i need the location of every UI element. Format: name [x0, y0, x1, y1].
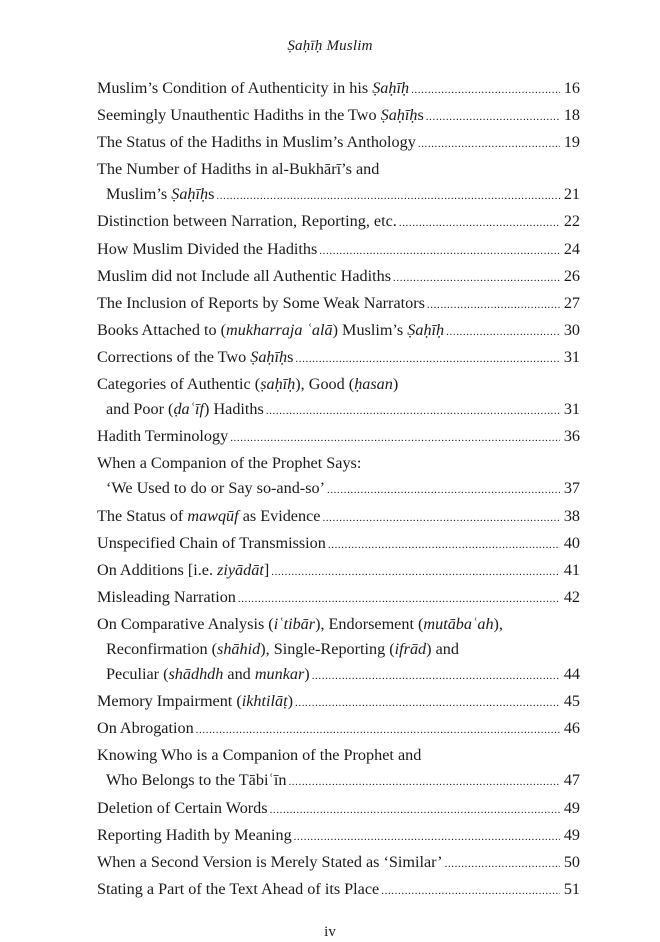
toc-entry-line [97, 531, 580, 558]
toc-entry-title [97, 796, 268, 821]
title-text: Stating a Part of the Text Ahead of its Place [97, 879, 380, 898]
toc-entry [97, 743, 580, 795]
toc-entry-line [97, 585, 580, 612]
dot-leader [393, 266, 560, 291]
title-text: On Comparative Analysis ( [97, 614, 274, 633]
toc-entry [97, 103, 580, 130]
italic-term: ikhtilāṭ [241, 692, 288, 711]
toc-entry-title [97, 689, 293, 714]
italic-term: Ṣaḥīḥ [380, 106, 418, 125]
title-text: Books Attached to ( [97, 320, 227, 339]
toc-entry-line [97, 372, 580, 397]
toc-entry-line [97, 130, 580, 157]
toc-entry [97, 877, 580, 904]
toc-entry-line [97, 103, 580, 130]
dot-leader [322, 506, 559, 531]
title-text: ) Muslim’s [332, 320, 408, 339]
dot-leader [196, 718, 560, 743]
toc-page-number: 24 [563, 239, 580, 258]
dot-leader [238, 587, 560, 612]
toc-page-number: 31 [563, 400, 580, 419]
toc-entry [97, 318, 580, 345]
title-text: ) Hadiths [204, 400, 264, 419]
toc-entry [97, 585, 580, 612]
toc-entry-line [97, 743, 580, 768]
title-text: as Evidence [238, 506, 321, 525]
toc-page-number: 38 [563, 506, 580, 525]
toc-entry-title [106, 476, 325, 501]
toc-entry-title [97, 345, 293, 370]
title-text: ] [263, 560, 270, 579]
title-text: ), Single-Reporting ( [260, 639, 395, 658]
toc-entry-title [97, 372, 398, 397]
toc-entry-line [97, 850, 580, 877]
title-text: Muslim did not Include all Authentic Hadiths [97, 266, 392, 285]
italic-term: Ṣaḥīḥ [171, 185, 209, 204]
toc-entry [97, 823, 580, 850]
italic-term: mutābaʿah [423, 614, 494, 633]
toc-entry-title [97, 318, 444, 343]
title-text: Peculiar ( [106, 665, 169, 684]
title-text: Hadith Terminology [97, 427, 229, 446]
toc-entry [97, 209, 580, 236]
title-text: Deletion of Certain Words [97, 798, 268, 817]
toc-entry-title [97, 612, 503, 637]
title-text: ), Endorsement ( [315, 614, 424, 633]
toc-entry-line [97, 76, 580, 103]
toc-entry-title [97, 291, 425, 316]
title-text: ) [287, 692, 293, 711]
title-text: Memory Impairment ( [97, 692, 242, 711]
toc-entry-line [97, 716, 580, 743]
toc-page-number: 44 [563, 665, 580, 684]
toc-entry-title [97, 209, 397, 234]
toc-entry-title [106, 768, 286, 793]
dot-leader [295, 691, 560, 716]
toc-entry [97, 291, 580, 318]
toc-page-number: 49 [563, 798, 580, 817]
title-text: Misleading Narration [97, 587, 236, 606]
italic-term: shādhdh [168, 665, 224, 684]
title-text: On Abrogation [97, 719, 194, 738]
toc-page-number: 27 [563, 293, 580, 312]
italic-term: mawqūf [187, 506, 239, 525]
toc-entry-title [97, 877, 379, 902]
italic-term: mukharraja ʿalā [226, 320, 333, 339]
italic-term: ḍaʿīf [173, 400, 205, 419]
title-text: ), [493, 614, 503, 633]
toc-entry [97, 451, 580, 503]
title-text: When a Companion of the Prophet Says: [97, 454, 362, 473]
title-text: Unspecified Chain of Transmission [97, 533, 326, 552]
italic-term: munkar [254, 665, 305, 684]
title-text: ) [392, 375, 399, 394]
toc-entry-title [97, 823, 292, 848]
toc-entry-title [97, 76, 409, 101]
toc-entry-line [97, 662, 580, 689]
italic-term: ḥasan [354, 375, 393, 394]
toc-entry-line [97, 157, 580, 182]
toc-page-number: 50 [563, 852, 580, 871]
toc-page-number: 19 [563, 133, 580, 152]
title-text: and [223, 665, 255, 684]
toc-entry-title [97, 558, 269, 583]
toc-entry [97, 345, 580, 372]
dot-leader [418, 132, 560, 157]
toc-page-number: 46 [563, 719, 580, 738]
title-text: ‘We Used to do or Say so-and-so’ [106, 479, 325, 498]
toc-page-number: 30 [563, 320, 580, 339]
toc-entry [97, 264, 580, 291]
toc-entry-line [97, 397, 580, 424]
toc-entry-line [97, 689, 580, 716]
toc-entry-title [97, 424, 228, 449]
toc-page-number: 49 [563, 825, 580, 844]
dot-leader [271, 560, 560, 585]
toc-entry-line [97, 558, 580, 585]
dot-leader [411, 78, 560, 103]
toc-entry-line [97, 424, 580, 451]
toc-entry-line [97, 768, 580, 795]
toc-page-number: 40 [563, 533, 580, 552]
toc-page-number: 16 [563, 79, 580, 97]
title-text: Muslim’s [106, 185, 172, 204]
title-text: Seemingly Unauthentic Hadiths in the Two [97, 106, 381, 125]
title-text: Categories of Authentic ( [97, 375, 261, 394]
toc-entry-line [97, 796, 580, 823]
toc-entry-line [97, 209, 580, 236]
italic-term: ṣaḥīḥ [260, 375, 296, 394]
title-text: ), Good ( [295, 375, 355, 394]
title-text: s [417, 106, 424, 125]
title-text: Corrections of the Two [97, 347, 251, 366]
toc-entry-title [97, 585, 236, 610]
italic-term: iʿtibār [273, 614, 316, 633]
toc-entry-title [106, 662, 310, 687]
toc-entry-line [97, 345, 580, 372]
toc-entry-line [97, 476, 580, 503]
toc-entry-line [97, 237, 580, 264]
toc-page-number: 47 [563, 771, 580, 790]
toc-page-number: 42 [563, 587, 580, 606]
title-text: ) [304, 665, 310, 684]
italic-term: ifrād [394, 639, 427, 658]
dot-leader [327, 478, 560, 503]
toc-entry-title [97, 504, 320, 529]
title-text: Knowing Who is a Companion of the Prophet and [97, 746, 422, 765]
toc-entry [97, 689, 580, 716]
dot-leader [328, 533, 560, 558]
italic-term: Ṣaḥīḥ [250, 347, 288, 366]
title-text: Who Belongs to the Tābiʿīn [106, 771, 287, 790]
toc-page-number: 51 [563, 879, 580, 898]
toc-entry [97, 504, 580, 531]
dot-leader [445, 852, 560, 877]
toc-entry [97, 76, 580, 103]
dot-leader [381, 879, 560, 904]
italic-term: Ṣaḥīḥ [407, 320, 445, 339]
italic-term: ziyādāt [217, 560, 264, 579]
dot-leader [270, 798, 560, 823]
dot-leader [426, 105, 560, 130]
dot-leader [319, 239, 559, 264]
dot-leader [216, 184, 559, 209]
toc-entry [97, 531, 580, 558]
title-text: How Muslim Divided the Hadiths [97, 239, 318, 258]
title-text: Reconfirmation ( [106, 639, 218, 658]
italic-term: shāhid [217, 639, 261, 658]
dot-leader [312, 664, 560, 689]
page-number: iv [324, 924, 336, 940]
toc-entry [97, 850, 580, 877]
toc-entry-title [106, 182, 214, 207]
toc-entry-line [97, 182, 580, 209]
toc-entry-line [97, 451, 580, 476]
dot-leader [288, 770, 559, 795]
toc-entry-line [97, 612, 580, 637]
toc-page-number: 37 [563, 479, 580, 498]
dot-leader [294, 825, 560, 850]
toc-entry-title [97, 716, 194, 741]
toc-page-number: 41 [563, 560, 580, 579]
toc-entry [97, 612, 580, 689]
toc-entry-title [97, 743, 421, 768]
toc-entry [97, 558, 580, 585]
toc-entry [97, 716, 580, 743]
dot-leader [427, 293, 560, 318]
title-text: The Status of the Hadiths in Muslim’s Anthology [97, 133, 416, 152]
toc-page-number: 36 [563, 427, 580, 446]
toc-entry-title [97, 157, 379, 182]
toc-entry [97, 424, 580, 451]
toc-entry-title [97, 531, 326, 556]
toc-entry-line [97, 504, 580, 531]
toc-entry [97, 796, 580, 823]
toc-entry-title [97, 451, 361, 476]
toc-entry-line [97, 637, 580, 662]
title-text: Reporting Hadith by Meaning [97, 825, 292, 844]
toc-entry-line [97, 291, 580, 318]
toc-page-number: 18 [563, 106, 580, 125]
dot-leader [399, 211, 560, 236]
toc-page-number: 31 [563, 347, 580, 366]
toc-entry-line [97, 823, 580, 850]
toc-entry-title [97, 130, 416, 155]
toc-entry [97, 157, 580, 209]
dot-leader [295, 347, 559, 372]
dot-leader [230, 426, 560, 451]
toc-entry-line [97, 877, 580, 904]
toc-entry-line [97, 318, 580, 345]
toc-page-number: 45 [563, 692, 580, 711]
title-text: s [287, 347, 294, 366]
toc-entry-title [97, 237, 317, 262]
toc-entry-title [97, 103, 424, 128]
title-text: Distinction between Narration, Reporting, etc. [97, 212, 397, 231]
toc-entry-title [97, 264, 391, 289]
toc-entry-line [97, 264, 580, 291]
title-text: The Status of [97, 506, 188, 525]
toc-entry [97, 372, 580, 424]
toc-entry-title [106, 637, 459, 662]
toc-page-number: 21 [563, 185, 580, 204]
toc-entry-title [106, 397, 264, 422]
italic-term: Ṣaḥīḥ [372, 79, 410, 97]
title-text: s [208, 185, 215, 204]
title-text: When a Second Version is Merely Stated as ‘Similar’ [97, 852, 443, 871]
title-text: and Poor ( [106, 400, 174, 419]
title-text: On Additions [i.e. [97, 560, 218, 579]
dot-leader [446, 320, 560, 345]
running-head: Ṣaḥīḥ Muslim [287, 38, 373, 54]
title-text: The Number of Hadiths in al-Bukhārī’s and [97, 160, 380, 179]
table-of-contents [97, 76, 580, 904]
title-text: ) and [426, 639, 459, 658]
toc-entry-title [97, 850, 443, 875]
toc-entry [97, 130, 580, 157]
toc-entry [97, 237, 580, 264]
title-text: The Inclusion of Reports by Some Weak Narrators [97, 293, 425, 312]
title-text: Muslim’s Condition of Authenticity in his [97, 79, 373, 97]
dot-leader [266, 399, 560, 424]
toc-page-number: 26 [563, 266, 580, 285]
toc-page-number: 22 [563, 212, 580, 231]
